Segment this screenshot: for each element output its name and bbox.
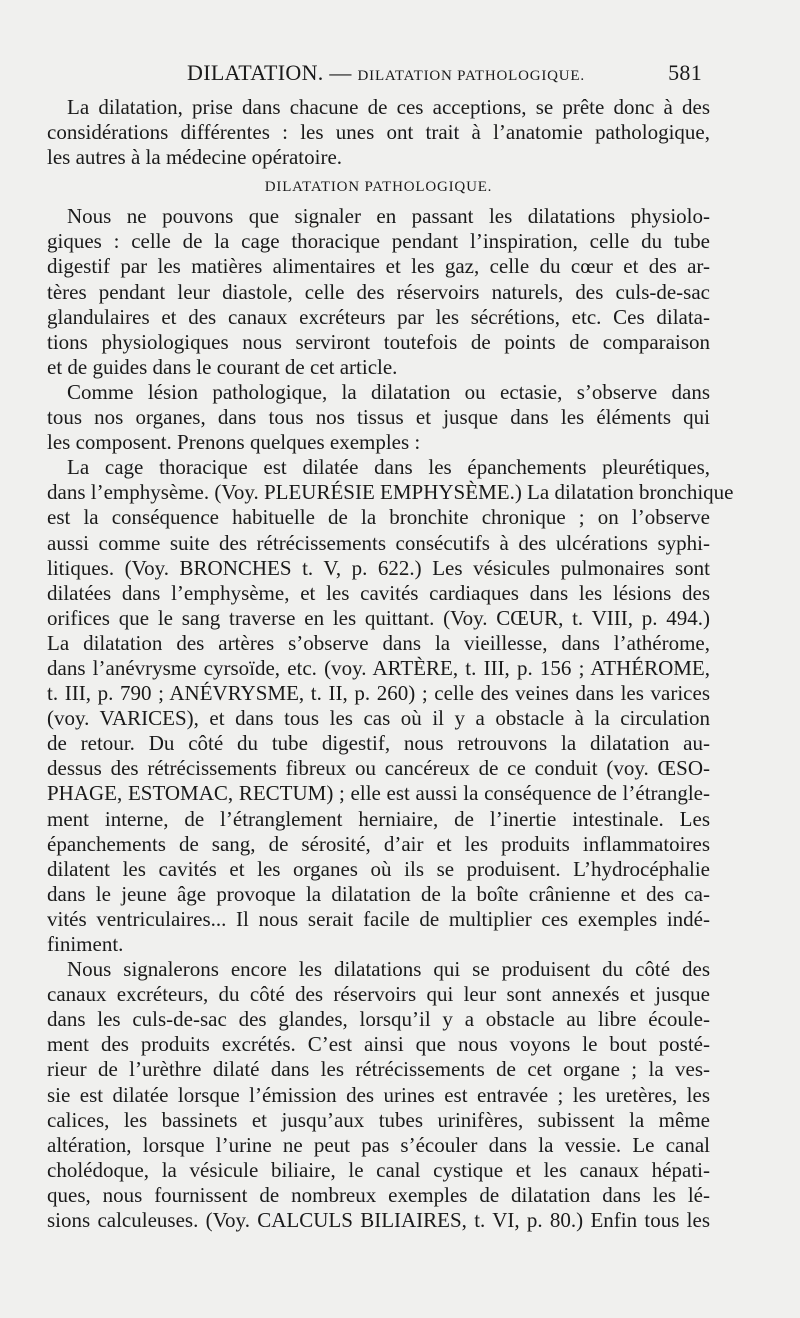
page-number: 581: [668, 60, 702, 85]
text-line: et de guides dans le courant de cet article.: [47, 354, 398, 379]
text-line: altération, lorsque l’urine ne peut pas s’écouler dans la vessie. Le canal: [47, 1132, 710, 1157]
header-dash: —: [329, 60, 352, 85]
running-header: [47, 60, 710, 90]
text-line: dans les culs-de-sac des glandes, lorsqu’il y a obstacle au libre écoule-: [47, 1007, 710, 1032]
text-line: ment des produits excrétés. C’est ainsi que nous voyons le bout posté-: [47, 1032, 710, 1057]
text-line: dans le jeune âge provoque la dilatation de la boîte crânienne et des ca-: [47, 881, 710, 906]
page-body: [47, 95, 734, 1233]
text-line: tous nos organes, dans tous nos tissus et jusque dans les éléments qui: [47, 405, 710, 430]
text-line: La cage thoracique est dilatée dans les épanchements pleurétiques,: [67, 455, 710, 480]
text-line: sie est dilatée lorsque l’émission des urines est entravée ; les uretères, les: [47, 1082, 710, 1107]
text-line: canaux excréteurs, du côté des réservoirs qui leur sont annexés et jusque: [47, 982, 710, 1007]
text-line: tères pendant leur diastole, celle des réservoirs naturels, des culs-de-sac: [47, 279, 710, 304]
text-line: giques : celle de la cage thoracique pendant l’inspiration, celle du tube: [47, 229, 710, 254]
section-heading: DILATATION PATHOLOGIQUE.: [264, 179, 493, 196]
text-line: cholédoque, la vésicule biliaire, le canal cystique et les canaux hépati-: [47, 1157, 710, 1182]
text-line: Nous signalerons encore les dilatations qui se produisent du côté des: [67, 957, 710, 982]
text-line: La dilatation des artères s’observe dans la vieillesse, dans l’athérome,: [47, 630, 710, 655]
text-line: Nous ne pouvons que signaler en passant les dilatations physiolo-: [67, 204, 710, 229]
header-subtitle: DILATATION PATHOLOGIQUE.: [357, 68, 585, 84]
text-line: dessus des rétrécissements fibreux ou cancéreux de ce conduit (voy. ŒSO-: [47, 756, 710, 781]
text-line: t. III, p. 790 ; ANÉVRYSME, t. II, p. 260) ; celle des veines dans les varices: [47, 681, 710, 706]
text-line: dilatent les cavités et les organes où ils se produisent. L’hydrocéphalie: [47, 856, 710, 881]
text-line: épanchements de sang, de sérosité, d’air et les produits inflammatoires: [47, 831, 710, 856]
text-line: est la conséquence habituelle de la bronchite chronique ; on l’observe: [47, 505, 710, 530]
text-line: glandulaires et des canaux excréteurs par les sécrétions, etc. Ces dilata-: [47, 304, 710, 329]
text-line: vités ventriculaires... Il nous serait facile de multiplier ces exemples indé-: [47, 906, 710, 931]
text-line: dans l’emphysème. (Voy. PLEURÉSIE EMPHYSÈME.) La dilatation bronchique: [47, 480, 734, 505]
text-line: les autres à la médecine opératoire.: [47, 145, 343, 170]
text-line: (voy. VARICES), et dans tous les cas où il y a obstacle à la circulation: [47, 706, 710, 731]
text-line: les composent. Prenons quelques exemples :: [47, 430, 421, 455]
text-line: digestif par les matières alimentaires et les gaz, celle du cœur et des ar-: [47, 254, 710, 279]
text-line: tions physiologiques nous serviront toutefois de points de comparaison: [47, 329, 710, 354]
text-line: litiques. (Voy. BRONCHES t. V, p. 622.) Les vésicules pulmonaires sont: [47, 555, 710, 580]
text-line: Comme lésion pathologique, la dilatation ou ectasie, s’observe dans: [67, 379, 710, 404]
text-line: calices, les bassinets et jusqu’aux tubes urinifères, subissent la même: [47, 1107, 710, 1132]
text-line: orifices que le sang traverse en les quittant. (Voy. CŒUR, t. VIII, p. 494.): [47, 605, 710, 630]
header-title: DILATATION.: [187, 60, 324, 85]
header-title-group: [187, 60, 585, 86]
text-line: dans l’anévrysme cyrsoïde, etc. (voy. ARTÈRE, t. III, p. 156 ; ATHÉROME,: [47, 655, 710, 680]
text-line: ques, nous fournissent de nombreux exemples de dilatation dans les lé-: [47, 1182, 710, 1207]
text-line: ment interne, de l’étranglement herniaire, de l’inertie intestinale. Les: [47, 806, 710, 831]
text-line: sions calculeuses. (Voy. CALCULS BILIAIRES, t. VI, p. 80.) Enfin tous les: [47, 1208, 710, 1233]
text-line: PHAGE, ESTOMAC, RECTUM) ; elle est aussi la conséquence de l’étrangle-: [47, 781, 710, 806]
text-line: de retour. Du côté du tube digestif, nous retrouvons la dilatation au-: [47, 731, 710, 756]
text-line: dilatées dans l’emphysème, et les cavités cardiaques dans les lésions des: [47, 580, 710, 605]
text-line: rieur de l’urèthre dilaté dans les rétrécissements de cet organe ; la ves-: [47, 1057, 710, 1082]
text-line: aussi comme suite des rétrécissements consécutifs à des ulcérations syphi-: [47, 530, 710, 555]
text-line: finiment.: [47, 932, 124, 956]
text-line: considérations différentes : les unes ont trait à l’anatomie pathologique,: [47, 120, 710, 145]
text-line: La dilatation, prise dans chacune de ces acceptions, se prête donc à des: [67, 95, 710, 119]
